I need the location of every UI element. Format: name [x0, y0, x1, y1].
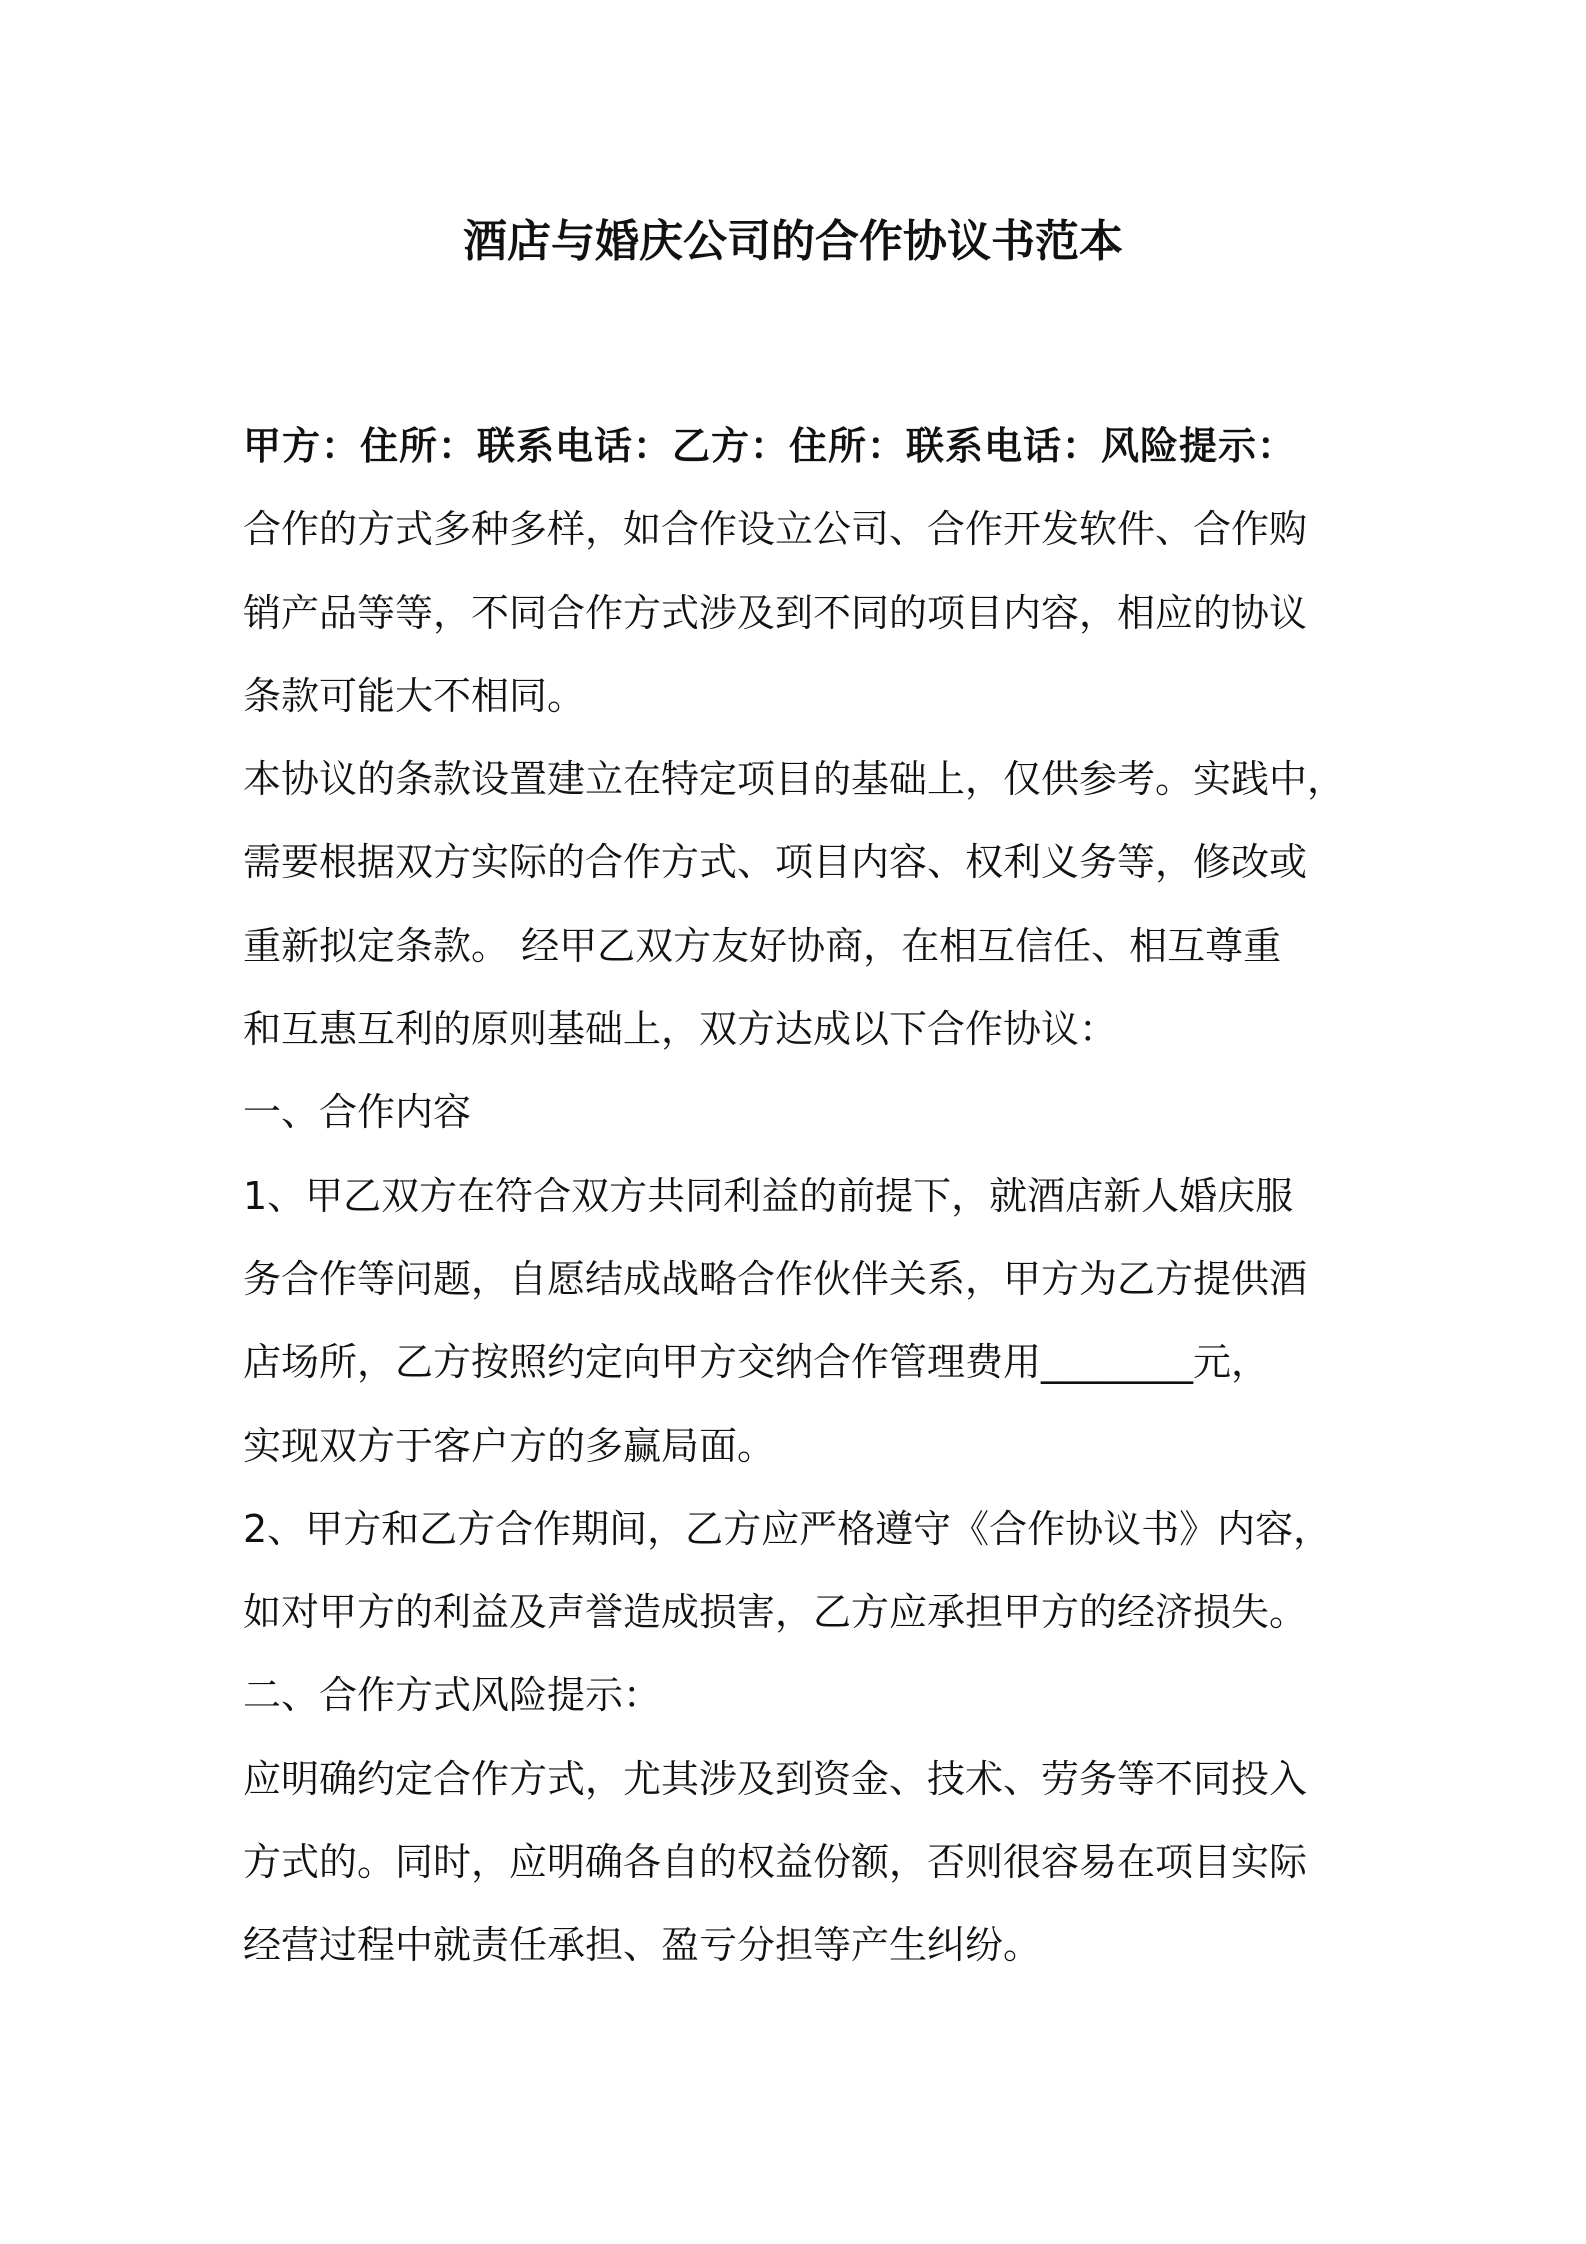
body-line: 如对甲方的利益及声誉造成损害，乙方应承担甲方的经济损失。	[243, 1590, 1308, 1635]
body-line: 实现双方于客户方的多赢局面。	[243, 1423, 776, 1468]
body-line: 1、甲乙双方在符合双方共同利益的前提下，就酒店新人婚庆服	[243, 1173, 1294, 1218]
body-line: 和互惠互利的原则基础上，双方达成以下合作协议：	[243, 1007, 1118, 1052]
parties-line: 甲方：住所：联系电话：乙方：住所：联系电话：风险提示：	[243, 424, 1297, 468]
document-body	[243, 405, 1358, 1988]
body-line: 需要根据双方实际的合作方式、项目内容、权利义务等，修改或	[243, 840, 1308, 885]
body-line: 2、甲方和乙方合作期间，乙方应严格遵守《合作协议书》内容，	[243, 1506, 1332, 1551]
body-line: 方式的。同时，应明确各自的权益份额，否则很容易在项目实际	[243, 1840, 1308, 1885]
body-line: 经营过程中就责任承担、盈亏分担等产生纠纷。	[243, 1923, 1042, 1968]
body-line: 重新拟定条款。 经甲乙双方友好协商，在相互信任、相互尊重	[243, 923, 1282, 968]
body-line: 条款可能大不相同。	[243, 673, 586, 718]
document-title: 酒店与婚庆公司的合作协议书范本	[463, 216, 1123, 267]
section-heading: 二、合作方式风险提示：	[243, 1673, 662, 1718]
section-heading: 一、合作内容	[243, 1090, 472, 1135]
body-line: 本协议的条款设置建立在特定项目的基础上，仅供参考。实践中，	[243, 757, 1346, 802]
body-line: 务合作等问题，自愿结成战略合作伙伴关系，甲方为乙方提供酒	[243, 1256, 1308, 1301]
body-line: 合作的方式多种多样，如合作设立公司、合作开发软件、合作购	[243, 507, 1308, 552]
body-line: 应明确约定合作方式，尤其涉及到资金、技术、劳务等不同投入	[243, 1756, 1308, 1801]
body-line: 销产品等等，不同合作方式涉及到不同的项目内容，相应的协议	[243, 590, 1308, 635]
body-line: 店场所，乙方按照约定向甲方交纳合作管理费用________元，	[243, 1340, 1270, 1385]
